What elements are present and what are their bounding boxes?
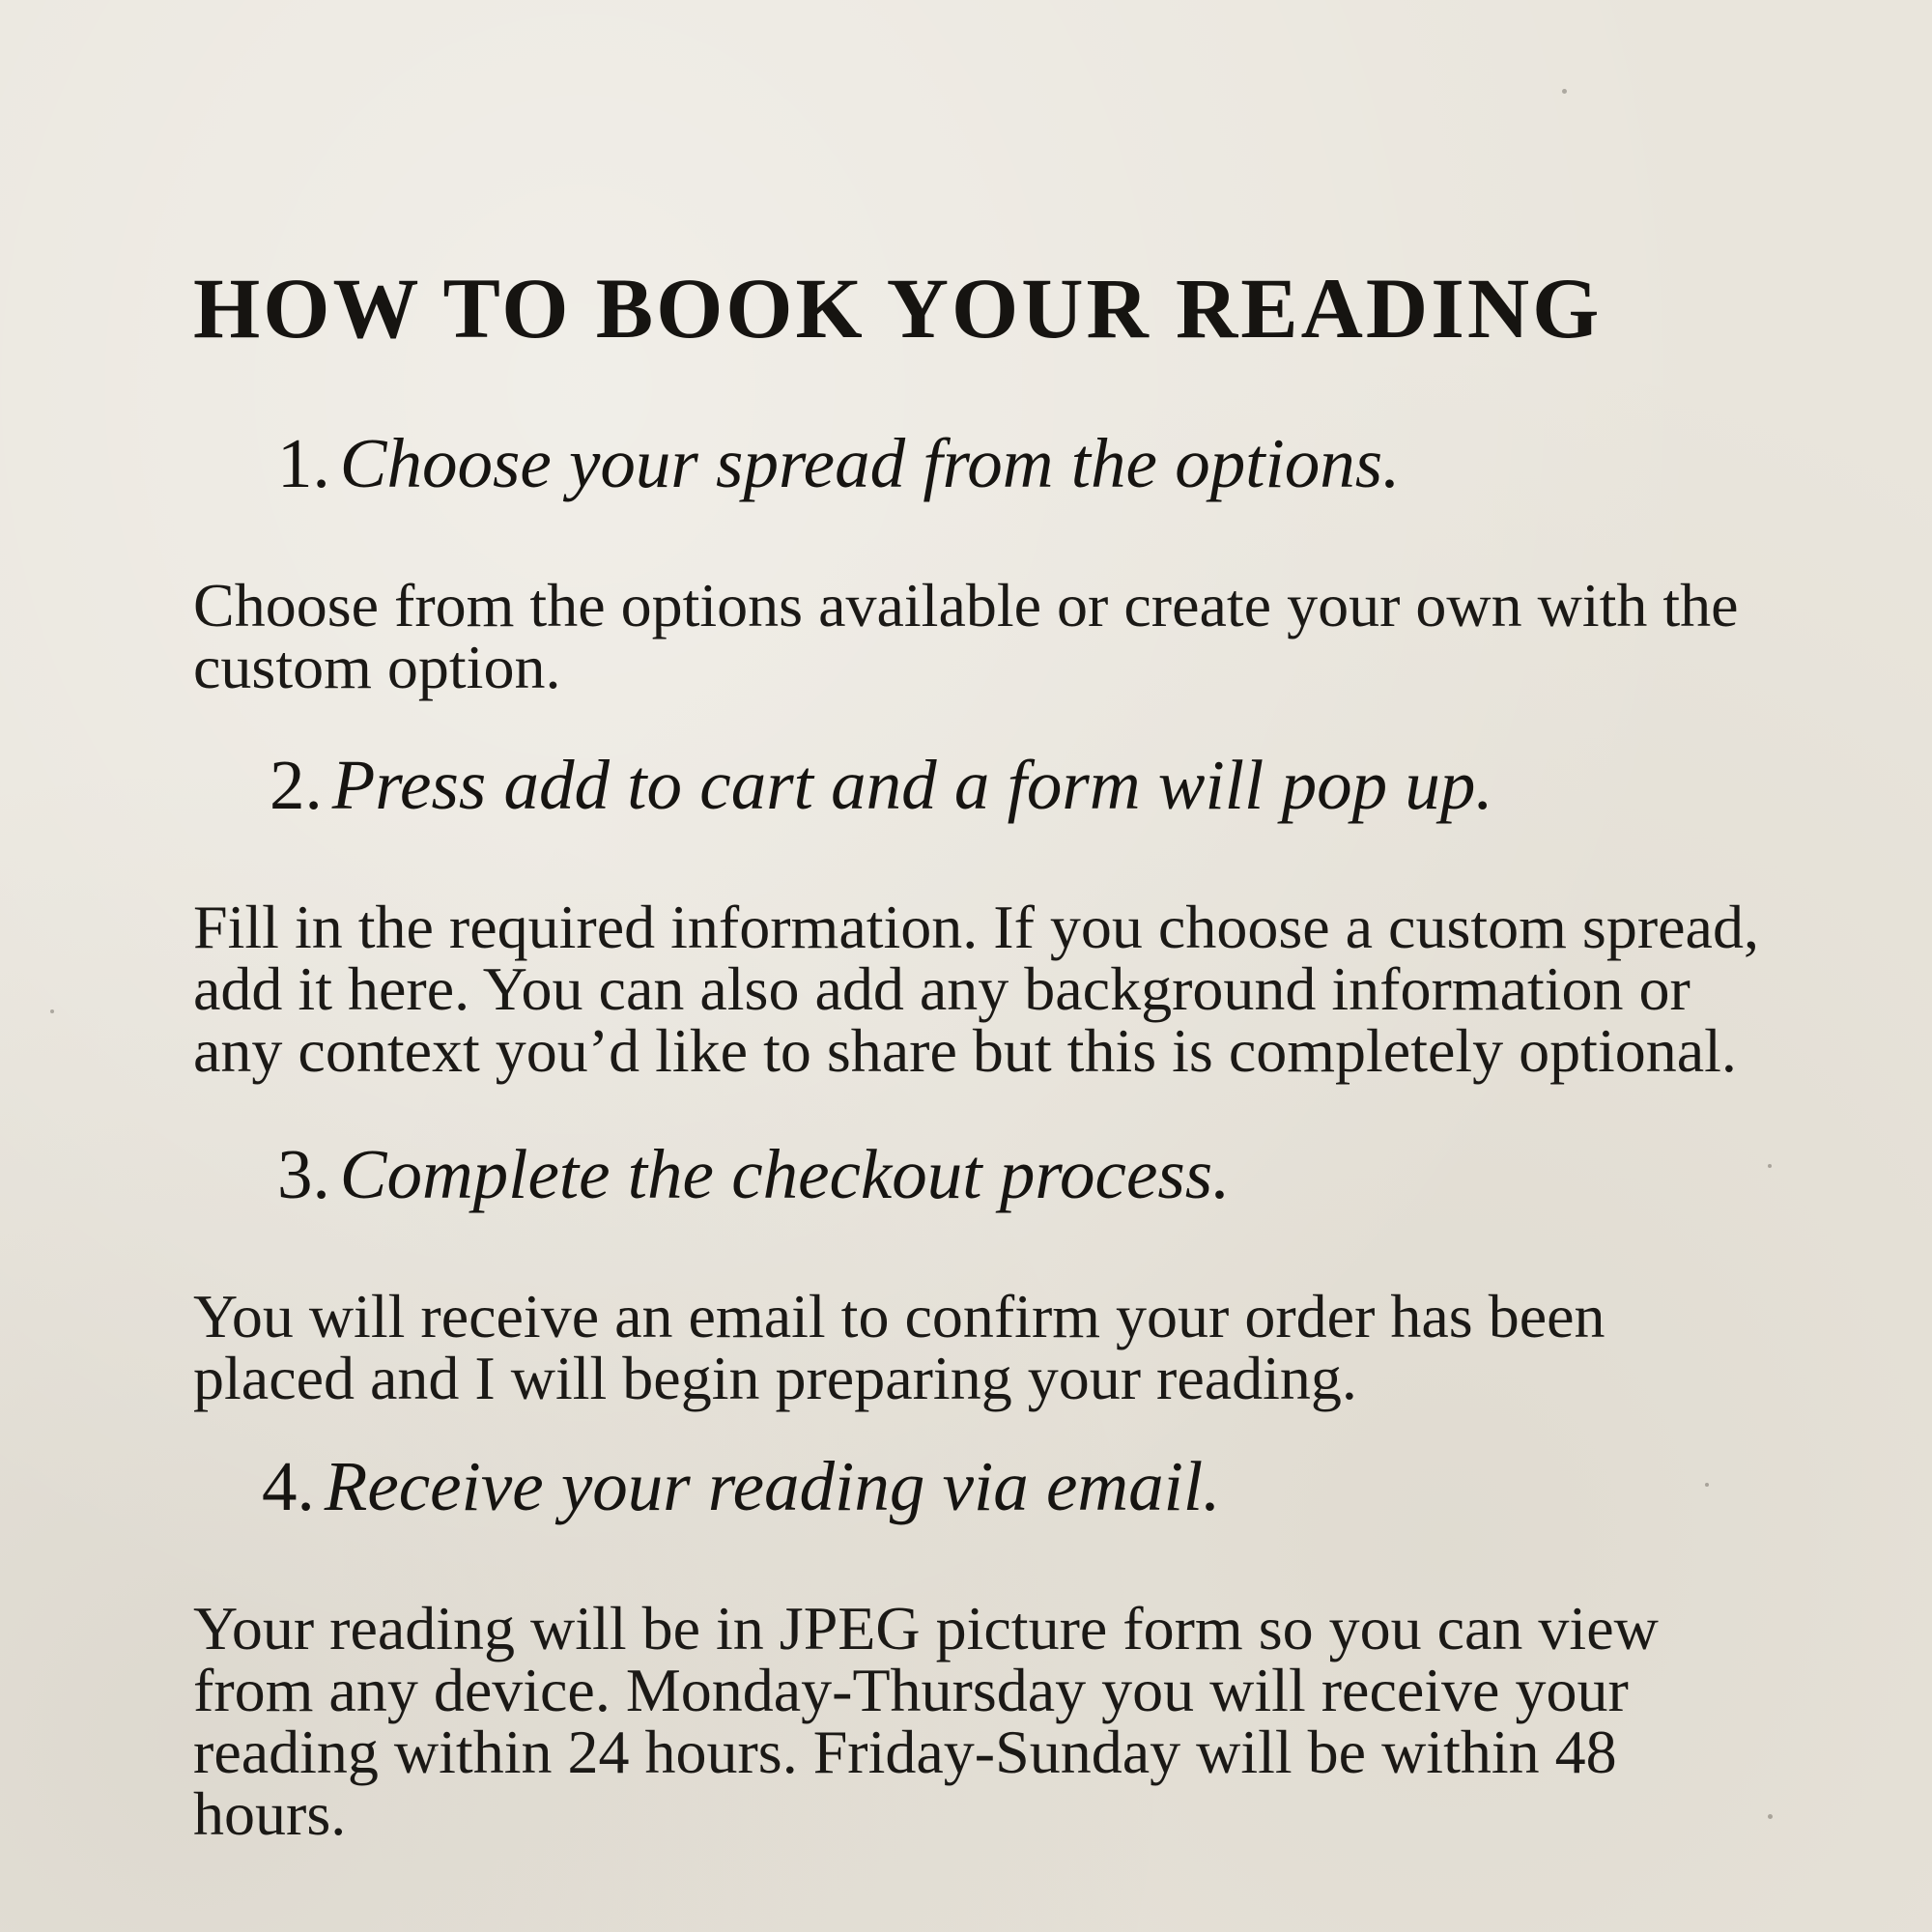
step-number: 3. bbox=[277, 1135, 330, 1213]
step-heading-text: Choose your spread from the options. bbox=[339, 424, 1401, 502]
step-heading bbox=[193, 745, 1777, 826]
page-title: HOW TO BOOK YOUR READING bbox=[193, 262, 1603, 356]
step-description: Your reading will be in JPEG picture form so you can view from any device. Monday-Thursday you will receive your reading within 24 hours. Friday-Sunday will be within 48 hours. bbox=[193, 1594, 1659, 1848]
step-description: You will receive an email to confirm your order has been placed and I will begin preparing your reading. bbox=[193, 1282, 1605, 1412]
paper-speck bbox=[1562, 89, 1567, 94]
step-heading-text: Complete the checkout process. bbox=[339, 1135, 1231, 1213]
step-4 bbox=[193, 1446, 1777, 1848]
step-heading bbox=[193, 1446, 1777, 1527]
step-heading bbox=[193, 423, 1777, 504]
step-2 bbox=[193, 745, 1777, 1085]
step-3 bbox=[193, 1134, 1777, 1412]
step-number: 1. bbox=[277, 424, 330, 502]
step-1 bbox=[193, 423, 1777, 701]
paper-speck bbox=[50, 1009, 54, 1013]
booking-instructions bbox=[193, 261, 1777, 1848]
step-heading-text: Receive your reading via email. bbox=[324, 1447, 1221, 1525]
step-number: 4. bbox=[262, 1447, 315, 1525]
step-heading-text: Press add to cart and a form will pop up. bbox=[331, 746, 1493, 824]
step-heading bbox=[193, 1134, 1777, 1215]
step-description: Fill in the required information. If you choose a custom spread, add it here. You can also add any background information or any context you’d like to share but this is completely optional. bbox=[193, 893, 1759, 1085]
step-number: 2. bbox=[270, 746, 323, 824]
step-description: Choose from the options available or create your own with the custom option. bbox=[193, 571, 1739, 701]
